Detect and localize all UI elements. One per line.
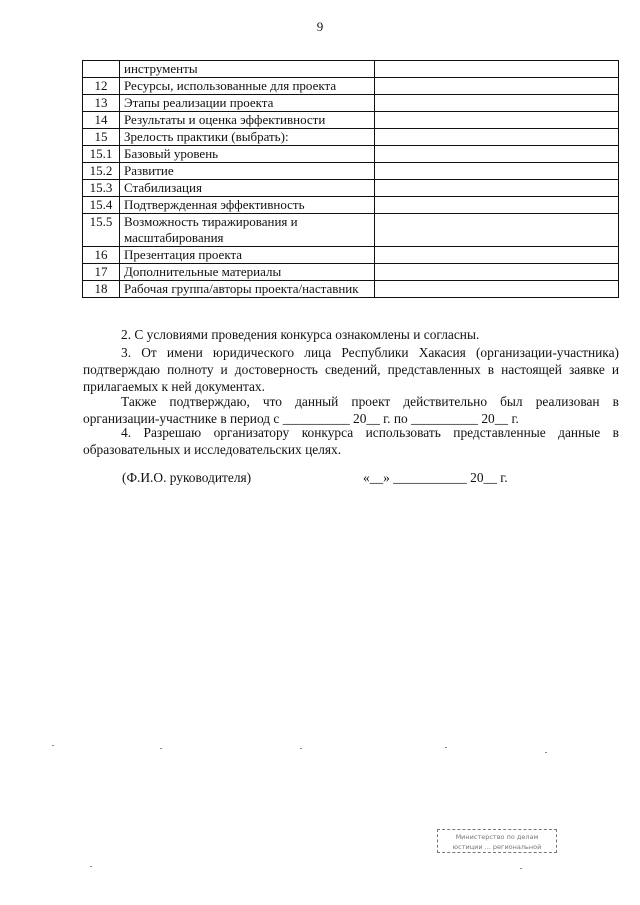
page-number: 9 (316, 19, 324, 34)
paragraph-2: 2. С условиями проведения конкурса ознакомлены и согласны. (121, 327, 480, 342)
conditions-paragraph (83, 326, 619, 343)
row-value-cell[interactable] (375, 281, 619, 298)
table-row (83, 180, 619, 197)
paragraph-4: 4. Разрешаю организатору конкурса использовать представленные данные в образовательных и исследовательских целях. (83, 425, 619, 457)
row-label: Дополнительные материалы (120, 264, 375, 281)
row-label: Возможность тиражирования и масштабирования (120, 214, 375, 247)
row-value-cell[interactable] (375, 146, 619, 163)
row-label: Презентация проекта (120, 247, 375, 264)
table-row (83, 247, 619, 264)
row-label: Рабочая группа/авторы проекта/наставник (120, 281, 375, 298)
scan-speck (52, 745, 54, 746)
table-row (83, 129, 619, 146)
stamp-line-2: юстиции ... региональной (452, 843, 542, 851)
confirmation-paragraph (83, 344, 619, 395)
row-number (83, 61, 120, 78)
row-label: Подтвержденная эффективность (120, 197, 375, 214)
row-value-cell[interactable] (375, 95, 619, 112)
row-label: Базовый уровень (120, 146, 375, 163)
row-number: 14 (83, 112, 120, 129)
row-number: 15.5 (83, 214, 120, 247)
table-row (83, 264, 619, 281)
row-value-cell[interactable] (375, 163, 619, 180)
row-value-cell[interactable] (375, 112, 619, 129)
scan-speck (90, 866, 92, 867)
signature-name-label: (Ф.И.О. руководителя) (122, 470, 252, 485)
registration-stamp (437, 829, 557, 853)
scan-speck (300, 748, 302, 749)
application-form-table (82, 60, 619, 298)
paragraph-3: 3. От имени юридического лица Республики Хакасия (организации-участника) подтверждаю полноту и достоверность сведений, представленных в настоящей заявке и прилагаемых к ней документах. (83, 345, 619, 394)
row-label: Ресурсы, использованные для проекта (120, 78, 375, 95)
row-value-cell[interactable] (375, 129, 619, 146)
table-row (83, 281, 619, 298)
row-number: 15.1 (83, 146, 120, 163)
table-row (83, 197, 619, 214)
paragraph-3b: Также подтверждаю, что данный проект действительно был реализован в организации-участнике в период с __________ 20__ г. по __________ 20__ г. (83, 394, 619, 426)
table-row (83, 163, 619, 180)
row-value-cell[interactable] (375, 180, 619, 197)
row-number: 18 (83, 281, 120, 298)
row-label: Развитие (120, 163, 375, 180)
row-value-cell[interactable] (375, 214, 619, 247)
row-number: 15.2 (83, 163, 120, 180)
row-number: 15 (83, 129, 120, 146)
permission-paragraph (83, 424, 619, 458)
table-row (83, 146, 619, 163)
table-row (83, 214, 619, 247)
row-value-cell[interactable] (375, 197, 619, 214)
row-number: 15.3 (83, 180, 120, 197)
scan-speck (545, 752, 547, 753)
row-label: инструменты (120, 61, 375, 78)
scan-speck (445, 747, 447, 748)
scan-speck (160, 748, 162, 749)
row-value-cell[interactable] (375, 61, 619, 78)
row-label: Стабилизация (120, 180, 375, 197)
row-number: 12 (83, 78, 120, 95)
row-label: Этапы реализации проекта (120, 95, 375, 112)
row-label: Зрелость практики (выбрать): (120, 129, 375, 146)
stamp-line-1: Министерство по делам (455, 833, 539, 841)
row-number: 17 (83, 264, 120, 281)
row-value-cell[interactable] (375, 78, 619, 95)
row-number: 15.4 (83, 197, 120, 214)
table-row (83, 95, 619, 112)
row-label: Результаты и оценка эффективности (120, 112, 375, 129)
scan-speck (520, 868, 522, 869)
row-value-cell[interactable] (375, 264, 619, 281)
row-number: 13 (83, 95, 120, 112)
table-row (83, 112, 619, 129)
signature-date-line: «__» ___________ 20__ г. (363, 470, 508, 485)
period-paragraph (83, 393, 619, 427)
table-row (83, 61, 619, 78)
table-row (83, 78, 619, 95)
row-number: 16 (83, 247, 120, 264)
row-value-cell[interactable] (375, 247, 619, 264)
